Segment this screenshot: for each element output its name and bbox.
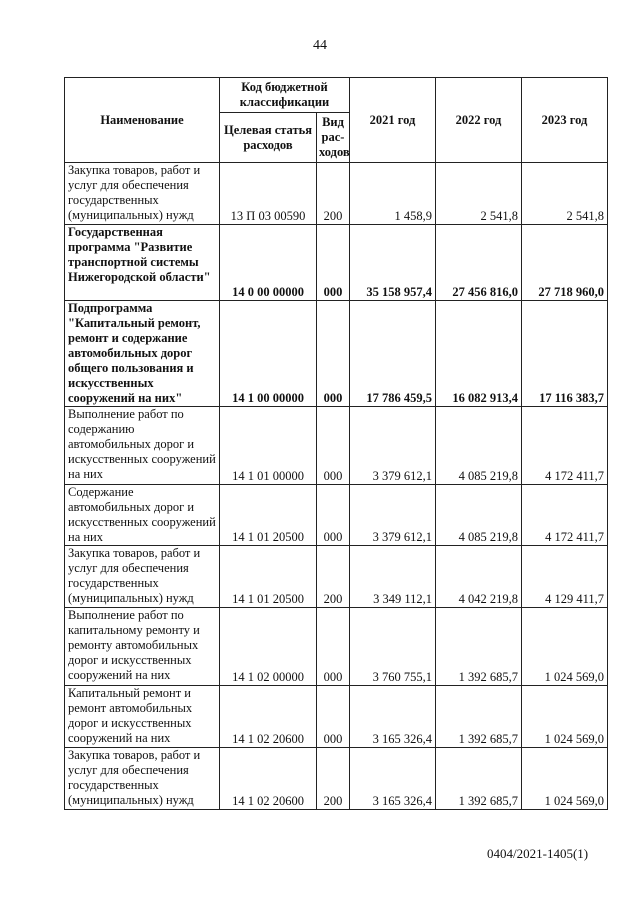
row-target-code: 14 1 01 00000 xyxy=(220,407,317,485)
row-target-code: 14 1 02 00000 xyxy=(220,608,317,686)
row-name: Содержание автомобильных дорог и искусственных сооружений на них xyxy=(65,485,220,546)
row-value-2022: 2 541,8 xyxy=(436,163,522,225)
row-name: Подпрограмма "Капитальный ремонт, ремонт и содержание автомобильных дорог общего пользования и искусственных сооружений на них" xyxy=(65,301,220,407)
row-value-2022: 16 082 913,4 xyxy=(436,301,522,407)
row-value-2021: 1 458,9 xyxy=(350,163,436,225)
row-value-2023: 1 024 569,0 xyxy=(522,748,608,810)
row-expense-type: 000 xyxy=(317,608,350,686)
row-value-2023: 27 718 960,0 xyxy=(522,225,608,301)
table-row xyxy=(65,748,608,810)
row-expense-type: 200 xyxy=(317,163,350,225)
row-expense-type: 000 xyxy=(317,301,350,407)
row-name: Выполнение работ по капитальному ремонту и ремонту автомобильных дорог и искусственных сооружений на них xyxy=(65,608,220,686)
row-value-2021: 17 786 459,5 xyxy=(350,301,436,407)
row-expense-type: 000 xyxy=(317,485,350,546)
budget-table xyxy=(64,77,608,810)
table-row xyxy=(65,485,608,546)
row-value-2022: 27 456 816,0 xyxy=(436,225,522,301)
page-number: 44 xyxy=(313,38,327,53)
row-expense-type: 000 xyxy=(317,686,350,748)
row-expense-type: 000 xyxy=(317,225,350,301)
row-target-code: 14 1 01 20500 xyxy=(220,485,317,546)
row-target-code: 14 0 00 00000 xyxy=(220,225,317,301)
row-target-code: 14 1 02 20600 xyxy=(220,686,317,748)
row-value-2022: 1 392 685,7 xyxy=(436,748,522,810)
row-value-2021: 3 760 755,1 xyxy=(350,608,436,686)
row-value-2023: 1 024 569,0 xyxy=(522,686,608,748)
document-number: 0404/2021-1405(1) xyxy=(487,846,589,861)
header-2023: 2023 год xyxy=(522,78,608,163)
row-value-2023: 17 116 383,7 xyxy=(522,301,608,407)
row-value-2022: 4 042 219,8 xyxy=(436,546,522,608)
row-name: Закупка товаров, работ и услуг для обеспечения государственных (муниципальных) нужд xyxy=(65,163,220,225)
table-header xyxy=(65,78,608,163)
row-expense-type: 200 xyxy=(317,546,350,608)
row-value-2021: 35 158 957,4 xyxy=(350,225,436,301)
row-value-2022: 4 085 219,8 xyxy=(436,407,522,485)
row-name: Капитальный ремонт и ремонт автомобильных дорог и искусственных сооружений на них xyxy=(65,686,220,748)
row-value-2023: 4 172 411,7 xyxy=(522,407,608,485)
table-row xyxy=(65,686,608,748)
row-value-2021: 3 379 612,1 xyxy=(350,485,436,546)
row-name: Закупка товаров, работ и услуг для обеспечения государственных (муниципальных) нужд xyxy=(65,748,220,810)
row-value-2021: 3 349 112,1 xyxy=(350,546,436,608)
row-value-2022: 1 392 685,7 xyxy=(436,608,522,686)
row-value-2023: 4 172 411,7 xyxy=(522,485,608,546)
row-value-2021: 3 165 326,4 xyxy=(350,748,436,810)
table-row xyxy=(65,407,608,485)
row-value-2023: 1 024 569,0 xyxy=(522,608,608,686)
table-row xyxy=(65,225,608,301)
header-2021: 2021 год xyxy=(350,78,436,163)
row-value-2021: 3 165 326,4 xyxy=(350,686,436,748)
table-row xyxy=(65,608,608,686)
row-target-code: 14 1 01 20500 xyxy=(220,546,317,608)
row-value-2023: 4 129 411,7 xyxy=(522,546,608,608)
header-expense-type: Вид рас-ходов xyxy=(317,113,350,163)
row-target-code: 13 П 03 00590 xyxy=(220,163,317,225)
table-row xyxy=(65,546,608,608)
header-kbk: Код бюджетной классификации xyxy=(220,78,350,113)
row-expense-type: 200 xyxy=(317,748,350,810)
row-value-2021: 3 379 612,1 xyxy=(350,407,436,485)
row-expense-type: 000 xyxy=(317,407,350,485)
row-name: Выполнение работ по содержанию автомобильных дорог и искусственных сооружений на них xyxy=(65,407,220,485)
row-name: Государственная программа "Развитие транспортной системы Нижегородской области" xyxy=(65,225,220,301)
row-name: Закупка товаров, работ и услуг для обеспечения государственных (муниципальных) нужд xyxy=(65,546,220,608)
table-row xyxy=(65,301,608,407)
header-target-article: Целевая статья расходов xyxy=(220,113,317,163)
header-name: Наименование xyxy=(65,78,220,163)
row-value-2022: 1 392 685,7 xyxy=(436,686,522,748)
row-value-2022: 4 085 219,8 xyxy=(436,485,522,546)
table-row xyxy=(65,163,608,225)
table-body xyxy=(65,163,608,810)
header-2022: 2022 год xyxy=(436,78,522,163)
row-target-code: 14 1 00 00000 xyxy=(220,301,317,407)
row-value-2023: 2 541,8 xyxy=(522,163,608,225)
row-target-code: 14 1 02 20600 xyxy=(220,748,317,810)
